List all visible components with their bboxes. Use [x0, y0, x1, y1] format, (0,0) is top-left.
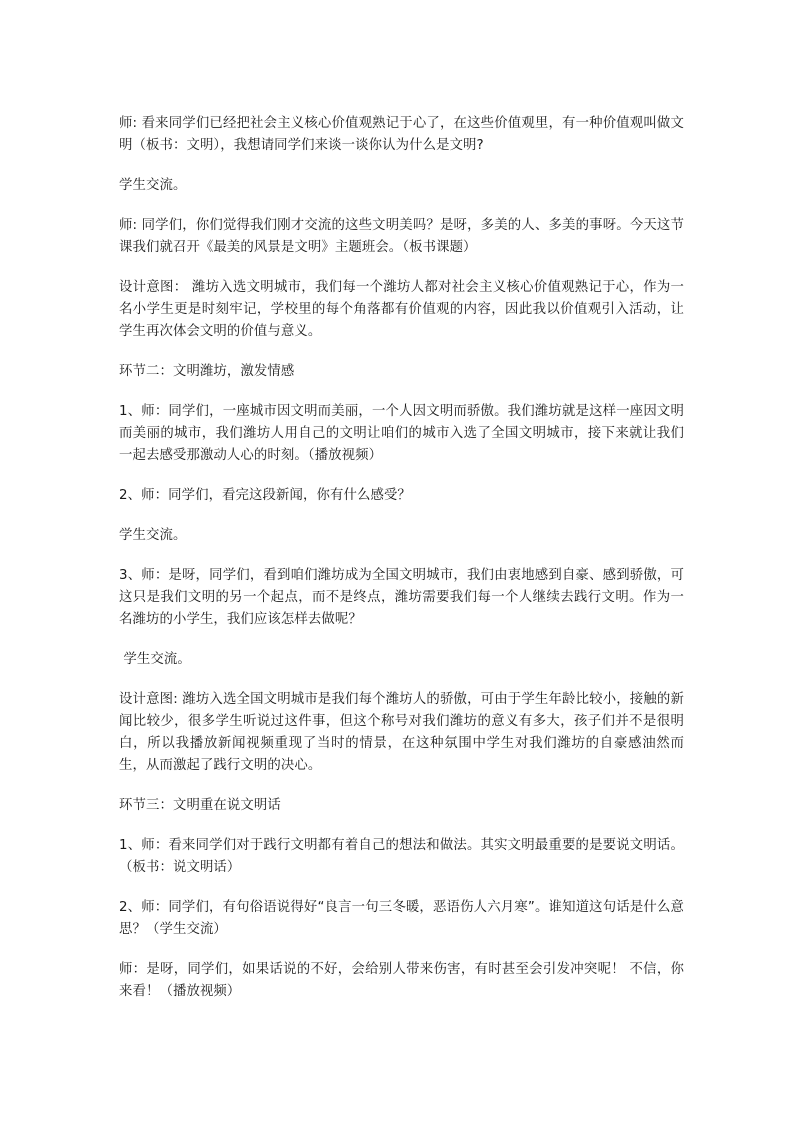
- paragraph-teacher-intro: 师: 看来同学们已经把社会主义核心价值观熟记于心了，在这些价值观里，有一种价值观叫做文明（板书：文明），我想请同学们来谈一谈你认为什么是文明?: [119, 116, 684, 153]
- paragraph-design-intent-1: 设计意图： 潍坊入选文明城市，我们每一个潍坊人都对社会主义核心价值观熟记于心，作为一名小学生更是时刻牢记，学校里的每个角落都有价值观的内容，因此我以价值观引入活动，让学生再次体会文明的价值与意义。: [119, 280, 684, 339]
- document-page: [119, 113, 684, 1021]
- paragraph-step-3-1: 1、师：看来同学们对于践行文明都有着自己的想法和做法。其实文明最重要的是要说文明话。（板书：说文明话）: [119, 838, 684, 875]
- paragraph-teacher-topic: 师: 同学们，你们觉得我们刚才交流的这些文明美吗？是呀，多美的人、多美的事呀。今天这节课我们就召开《最美的风景是文明》主题班会。（板书课题）: [119, 218, 684, 255]
- section-heading-3: 环节三：文明重在说文明话: [119, 798, 281, 813]
- section-heading-2: 环节二：文明潍坊，激发情感: [119, 364, 295, 379]
- paragraph-step-2: 2、师：同学们，看完这段新闻，你有什么感受？: [119, 488, 411, 503]
- paragraph-student-exchange-3: 学生交流。: [119, 652, 191, 667]
- paragraph-teacher-conclusion: 师：是呀，同学们，如果话说的不好，会给别人带来伤害，有时甚至会引发冲突呢！ 不信，你来看！（播放视频）: [119, 962, 684, 999]
- paragraph-step-3: 3、师：是呀，同学们，看到咱们潍坊成为全国文明城市，我们由衷地感到自豪、感到骄傲，可这只是我们文明的另一个起点，而不是终点，潍坊需要我们每一个人继续去践行文明。作为一名潍坊的小学生，我们应该怎样去做呢？: [119, 568, 684, 627]
- paragraph-student-exchange-1: 学生交流。: [119, 178, 187, 193]
- paragraph-design-intent-2: 设计意图: 潍坊入选全国文明城市是我们每个潍坊人的骄傲，可由于学生年龄比较小，接触的新闻比较少，很多学生听说过这件事，但这个称号对我们潍坊的意义有多大，孩子们并不是很明白，所以我播放新闻视频重现了当时的情景，在这种氛围中学生对我们潍坊的自豪感油然而生，从而激起了践行文明的决心。: [119, 692, 684, 773]
- paragraph-step-1: 1、师：同学们，一座城市因文明而美丽，一个人因文明而骄傲。我们潍坊就是这样一座因文明而美丽的城市，我们潍坊人用自己的文明让咱们的城市入选了全国文明城市，接下来就让我们一起去感受那激动人心的时刻。（播放视频）: [119, 404, 684, 463]
- paragraph-step-3-2: 2、师：同学们，有句俗语说得好“良言一句三冬暖，恶语伤人六月寒”。谁知道这句话是什么意思？（学生交流）: [119, 900, 684, 937]
- paragraph-student-exchange-2: 学生交流。: [119, 528, 187, 543]
